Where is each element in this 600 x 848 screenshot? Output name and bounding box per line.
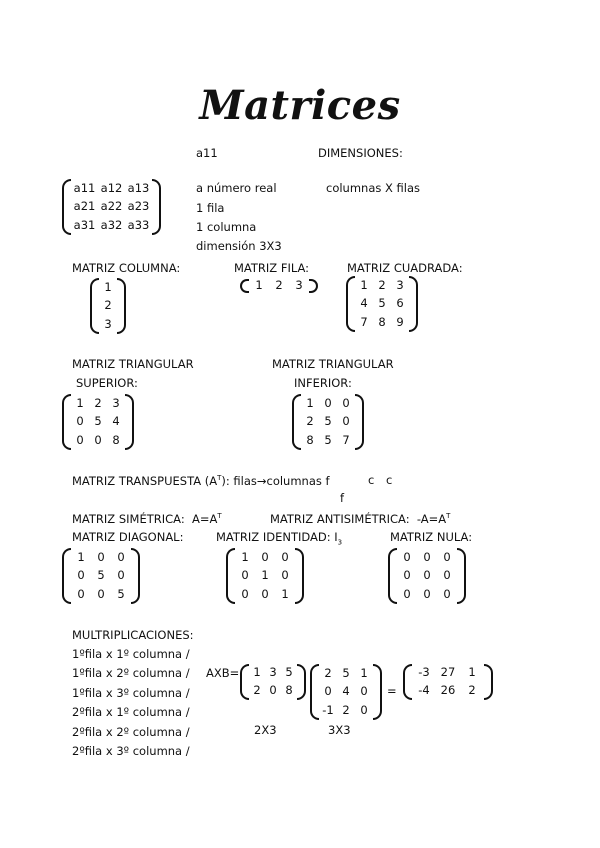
tri-sup-matrix [62, 394, 134, 450]
matrix-cell: a23 [127, 199, 150, 214]
matrix-cell: 0 [241, 568, 249, 583]
matrix-cell: 0 [443, 586, 451, 601]
matrix-cell: 2 [104, 298, 112, 313]
matrix-cell: 0 [281, 568, 289, 583]
matrix-cell: 8 [306, 432, 314, 447]
cuadrada-matrix [346, 276, 418, 332]
matrix-a [240, 664, 306, 700]
matrix-cell: -3 [418, 665, 430, 680]
note-line-4: dimensión 3X3 [196, 239, 282, 253]
cuadrada-label: MATRIZ CUADRADA: [347, 261, 463, 275]
matrix-cell: a11 [73, 180, 96, 195]
right-bracket [373, 664, 382, 720]
matrix-cell: 0 [77, 568, 85, 583]
matrix-cell: 3 [295, 278, 303, 293]
matrix-cell: 2 [275, 278, 283, 293]
left-bracket [292, 394, 301, 450]
matrix-cell: 1 [253, 665, 261, 680]
left-bracket [62, 179, 71, 235]
matrix-result [403, 664, 493, 700]
matrix-cell: 2 [324, 665, 332, 680]
matrix-cell: 2 [94, 395, 102, 410]
matrix-cell: 1 [76, 395, 84, 410]
left-bracket [62, 548, 71, 604]
simetrica-label: MATRIZ SIMÉTRICA: $A=A^T$ [72, 511, 222, 526]
matrix-cell: a32 [100, 217, 123, 232]
matrix-cell: a22 [100, 199, 123, 214]
mult-line-6: 2ºfila x 3º columna / [72, 744, 190, 758]
matrix-cell: 1 [360, 665, 368, 680]
matrix-cell: 1 [468, 665, 476, 680]
matrix-cell: a12 [100, 180, 123, 195]
matrix-cell: 26 [440, 683, 456, 698]
matrix-cell: a21 [73, 199, 96, 214]
matrix-cell: 5 [324, 432, 332, 447]
matrix-cell: 3 [112, 395, 120, 410]
matrix-cell: 3 [104, 316, 112, 331]
left-bracket [388, 548, 397, 604]
matrix-cell: 0 [403, 568, 411, 583]
page-title: Matrices [199, 82, 401, 129]
right-bracket [295, 548, 304, 604]
matrix-cell: 5 [97, 568, 105, 583]
transpuesta-label: MATRIZ TRANSPUESTA $(A^T)$: filas→columnas f [72, 473, 330, 488]
right-bracket [409, 276, 418, 332]
matrix-cell: 8 [285, 683, 293, 698]
matrix-cell: 0 [76, 432, 84, 447]
left-bracket [346, 276, 355, 332]
matrix-cell: 1 [104, 279, 112, 294]
general-matrix [62, 179, 161, 235]
tri-inf-label-1: MATRIZ TRIANGULAR [272, 357, 394, 371]
matrix-cell: 7 [360, 314, 368, 329]
matrix-cell: 0 [97, 586, 105, 601]
left-bracket [90, 278, 99, 334]
matrix-cell: 0 [117, 549, 125, 564]
matrix-cell: 0 [360, 702, 368, 717]
matrix-cell: 5 [94, 414, 102, 429]
matrix-cell: 7 [342, 432, 350, 447]
matrix-cell: 5 [117, 586, 125, 601]
matrix-cell: 3 [269, 665, 277, 680]
transpuesta-c2: c [386, 473, 393, 487]
matrix-cell: 2 [342, 702, 350, 717]
cols-filas-label: columnas X filas [326, 181, 421, 195]
matrix-cell: 1 [261, 568, 269, 583]
right-bracket [131, 548, 140, 604]
note-line-2: 1 fila [196, 201, 225, 215]
right-bracket [309, 279, 318, 293]
mult-label: MULTRIPLICACIONES: [72, 628, 194, 642]
left-bracket [403, 664, 412, 700]
matrix-cell: 1 [241, 549, 249, 564]
equals-sign: = [387, 684, 397, 698]
matrix-cell: 0 [443, 568, 451, 583]
matrix-cell: 0 [403, 586, 411, 601]
mult-line-3: 1ºfila x 3º columna / [72, 686, 190, 700]
note-line-1: a número real [196, 181, 277, 195]
nula-matrix [388, 548, 466, 604]
axb-label: AXB= [206, 666, 240, 680]
columna-matrix [90, 278, 126, 334]
diagonal-matrix [62, 548, 140, 604]
matrix-cell: 0 [261, 549, 269, 564]
left-bracket [226, 548, 235, 604]
matrix-cell: 0 [324, 395, 332, 410]
tri-inf-label-2: INFERIOR: [294, 376, 352, 390]
matrix-cell: 1 [306, 395, 314, 410]
right-bracket [297, 664, 306, 700]
matrix-cell: a13 [127, 180, 150, 195]
matrix-cell: 3 [396, 277, 404, 292]
matrix-cell: 2 [378, 277, 386, 292]
diagonal-label: MATRIZ DIAGONAL: [72, 530, 184, 544]
matrix-cell: 2 [306, 414, 314, 429]
matrix-cell: -1 [322, 702, 334, 717]
dim-b: 3X3 [328, 723, 351, 737]
matrix-cell: 2 [468, 683, 476, 698]
matrix-cell: 2 [253, 683, 261, 698]
matrix-cell: 0 [443, 549, 451, 564]
dim-a: 2X3 [254, 723, 277, 737]
antisimetrica-label: MATRIZ ANTISIMÉTRICA: $-A=A^T$ [270, 511, 451, 526]
matrix-cell: 0 [423, 586, 431, 601]
matrix-cell: 1 [360, 277, 368, 292]
tri-sup-label-2: SUPERIOR: [76, 376, 138, 390]
matrix-cell: 6 [396, 296, 404, 311]
matrix-cell: 0 [342, 414, 350, 429]
mult-line-5: 2ºfila x 2º columna / [72, 725, 190, 739]
nula-label: MATRIZ NULA: [390, 530, 473, 544]
matrix-cell: a31 [73, 217, 96, 232]
matrix-cell: 0 [76, 414, 84, 429]
matrix-cell: -4 [418, 683, 430, 698]
matrix-cell: 0 [423, 568, 431, 583]
matrix-cell: 1 [77, 549, 85, 564]
right-bracket [152, 179, 161, 235]
matrix-cell: 0 [117, 568, 125, 583]
dimensiones-label: DIMENSIONES: [318, 146, 403, 160]
matrix-cell: 9 [396, 314, 404, 329]
fila-label: MATRIZ FILA: [234, 261, 310, 275]
matrix-cell: 8 [112, 432, 120, 447]
mult-line-1: 1ºfila x 1º columna / [72, 647, 190, 661]
matrix-cell: 0 [94, 432, 102, 447]
tri-sup-label-1: MATRIZ TRIANGULAR [72, 357, 194, 371]
right-bracket [125, 394, 134, 450]
transpuesta-f: f [340, 491, 345, 505]
matrix-cell: 0 [423, 549, 431, 564]
left-bracket [62, 394, 71, 450]
matrix-cell: 4 [360, 296, 368, 311]
matrix-cell: a33 [127, 217, 150, 232]
matrix-cell: 4 [342, 684, 350, 699]
right-bracket [355, 394, 364, 450]
mult-line-4: 2ºfila x 1º columna / [72, 705, 190, 719]
matrix-cell: 0 [241, 586, 249, 601]
matrix-cell: 27 [440, 665, 456, 680]
matrix-cell: 5 [285, 665, 293, 680]
matrix-cell: 5 [342, 665, 350, 680]
matrix-cell: 0 [269, 683, 277, 698]
matrix-cell: 1 [281, 586, 289, 601]
left-bracket [240, 279, 249, 293]
matrix-cell: 0 [342, 395, 350, 410]
right-bracket [117, 278, 126, 334]
mult-line-2: 1ºfila x 2º columna / [72, 666, 190, 680]
matrix-cell: 0 [97, 549, 105, 564]
fila-matrix [240, 279, 318, 293]
matrix-cell: 5 [378, 296, 386, 311]
matrix-b [310, 664, 382, 720]
matrix-cell: 1 [255, 278, 263, 293]
right-bracket [484, 664, 493, 700]
matrix-cell: 0 [281, 549, 289, 564]
tri-inf-matrix [292, 394, 364, 450]
a11-label: a11 [196, 146, 218, 160]
matrix-cell: 0 [360, 684, 368, 699]
matrix-cell: 4 [112, 414, 120, 429]
columna-label: MATRIZ COLUMNA: [72, 261, 181, 275]
left-bracket [240, 664, 249, 700]
matrix-cell: 0 [403, 549, 411, 564]
matrix-cell: 8 [378, 314, 386, 329]
identidad-matrix [226, 548, 304, 604]
matrix-cell: 0 [261, 586, 269, 601]
note-line-3: 1 columna [196, 220, 257, 234]
transpuesta-c1: c [368, 473, 375, 487]
matrix-cell: 0 [324, 684, 332, 699]
matrix-cell: 5 [324, 414, 332, 429]
left-bracket [310, 664, 319, 720]
matrix-cell: 0 [77, 586, 85, 601]
identidad-label: MATRIZ IDENTIDAD: $I_3$ [216, 530, 343, 547]
right-bracket [457, 548, 466, 604]
